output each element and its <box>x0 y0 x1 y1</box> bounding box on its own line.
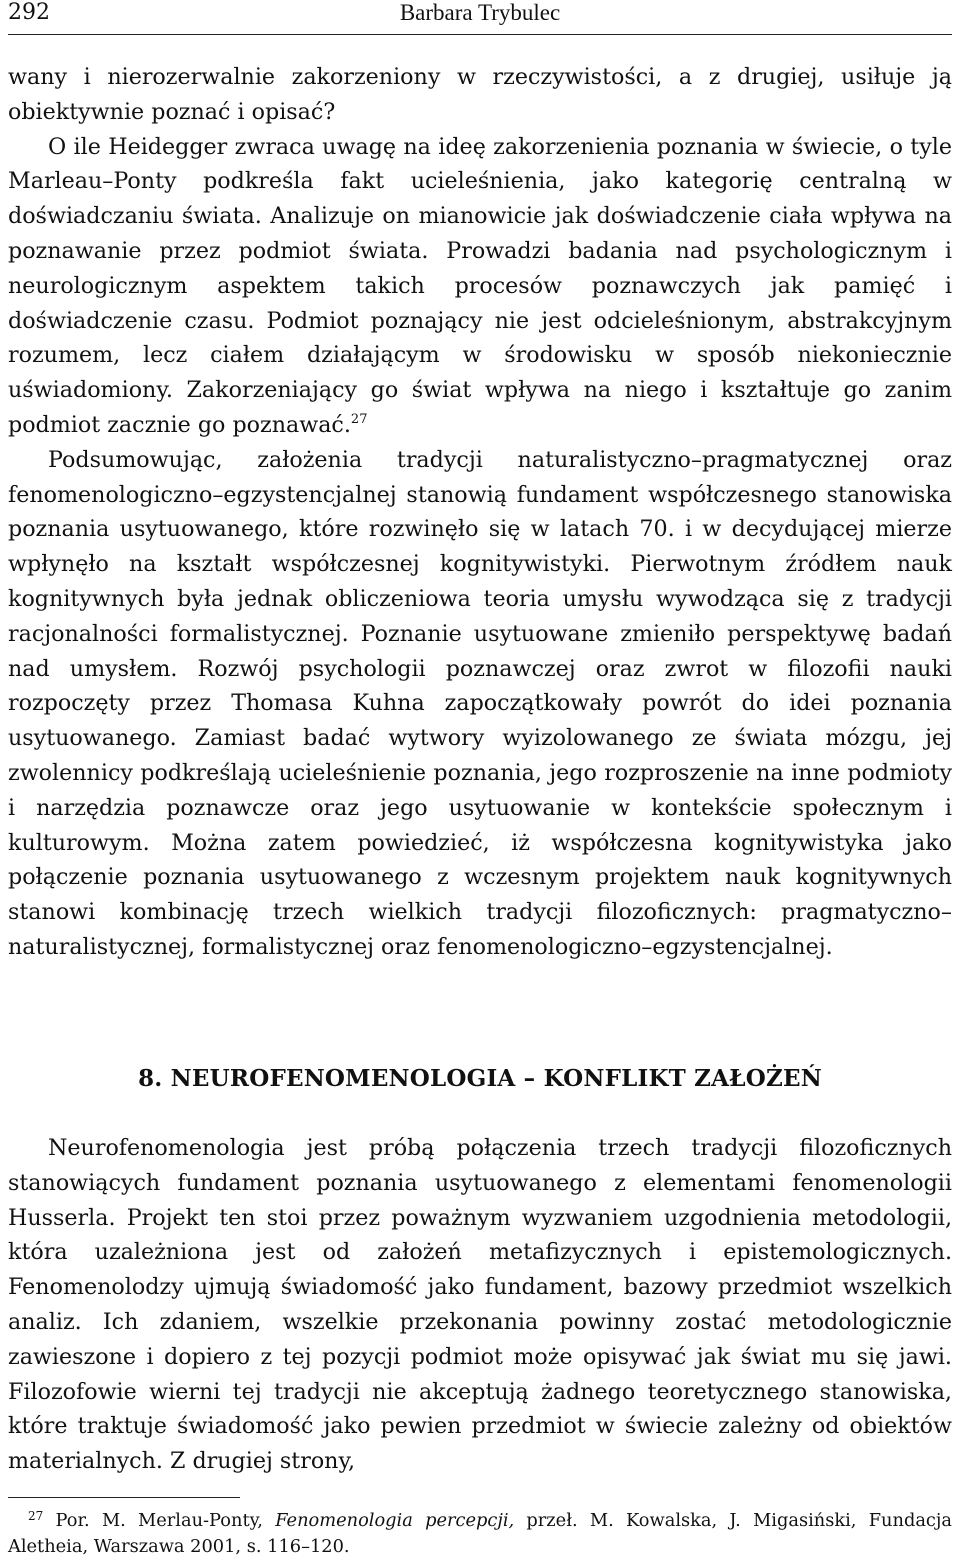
paragraph-text: O ile Heidegger zwraca uwagę na ideę zakorzenienia poznania w świecie, o tyle Marleau–Ponty podkreśla fakt ucieleśnienia, jako kategorię centralną w doświadczaniu świata. Analizuje on mianowicie jak doświadczenie ciała wpływa na poznawanie przez podmiot świata. Prowadzi badania nad psychologicznym i neurologicznym aspektem takich procesów poznawczych jak pamięć i doświadczenie czasu. Podmiot poznający nie jest odcieleśnionym, abstrakcyjnym rozumem, lecz ciałem działającym w środowisku w sposób niekoniecznie uświadomiony. Zakorzeniający go świat wpływa na niego i kształtuje go zanim podmiot zacznie go poznawać. <box>8 133 952 438</box>
body-text-block-1 <box>8 60 952 965</box>
running-header <box>8 0 952 36</box>
paragraph: Podsumowując, założenia tradycji naturalistyczno–pragmatycznej oraz fenomenologiczno–egzystencjalnej stanowią fundament współczesnego stanowiska poznania usytuowanego, które rozwinęło się w latach 70. i w decydującej mierze wpłynęło na kształt współczesnej kognitywistyki. Pierwotnym źródłem nauk kognitywnych była jednak obliczeniowa teoria umysłu wywodząca się z tradycji racjonalności formalistycznej. Poznanie usytuowane zmieniło perspektywę badań nad umysłem. Rozwój psychologii poznawczej oraz zwrot w filozofii nauki rozpoczęty przez Thomasa Kuhna zapoczątkowały powrót do idei poznania usytuowanego. Zamiast badać wytwory wyizolowanego ze świata mózgu, jej zwolennicy podkreślają ucieleśnienie poznania, jego rozproszenie na inne podmioty i narzędzia poznawcze oraz jego usytuowanie w kontekście społecznym i kulturowym. Można zatem powiedzieć, iż współczesna kognitywistyka jako połączenie poznania usytuowanego z wczesnym projektem nauk kognitywnych stanowi kombinację trzech wielkich tradycji filozoficznych: pragmatyczno–naturalistycznej, formalistycznej oraz fenomenologiczno–egzystencjalnej. <box>8 446 952 960</box>
paragraph: Neurofenomenologia jest próbą połączenia trzech tradycji filozoficznych stanowiących fundament poznania usytuowanego z elementami fenomenologii Husserla. Projekt ten stoi przez poważnym wyzwaniem uzgodnienia metodologii, która uzależniona jest od założeń metafizycznych i epistemologicznych. Fenomenolodzy ujmują świadomość jako fundament, bazowy przedmiot wszelkich analiz. Ich zdaniem, wszelkie przekonania powinny zostać metodologicznie zawieszone i dopiero z tej pozycji podmiot może opisywać jak świat mu się jawi. Filozofowie wierni tej tradycji nie akceptują żadnego teoretycznego stanowiska, które traktuje świadomość jako pewien przedmiot w świecie zależny od obiektów materialnych. Z drugiej strony, <box>8 1135 952 1475</box>
page-number: 292 <box>8 0 50 25</box>
footnote-cited-title: Fenomenologia percepcji, <box>275 1510 515 1531</box>
paragraph <box>8 130 952 443</box>
running-title: Barbara Trybulec <box>399 0 561 25</box>
footnote <box>8 1508 952 1560</box>
header-rule <box>8 34 952 35</box>
footnote-rule <box>8 1497 240 1498</box>
section-heading: 8. NEUROFENOMENOLOGIA – KONFLIKT ZAŁOŻEŃ <box>138 1065 822 1092</box>
footnote-number: 27 <box>28 1509 44 1523</box>
body-text-block-2 <box>8 1131 952 1479</box>
paragraph-continuation: wany i nierozerwalnie zakorzeniony w rzeczywistości, a z drugiej, usiłuje ją obiektywnie poznać i opisać? <box>8 64 952 125</box>
footnote-text-before: Por. M. Merlau-Ponty, <box>55 1510 276 1531</box>
footnote-ref[interactable]: 27 <box>350 411 368 427</box>
footnote-text-after: przeł. M. Kowalska, J. Migasiński, Fundacja Aletheia, Warszawa 2001, s. 116–120. <box>8 1510 952 1557</box>
